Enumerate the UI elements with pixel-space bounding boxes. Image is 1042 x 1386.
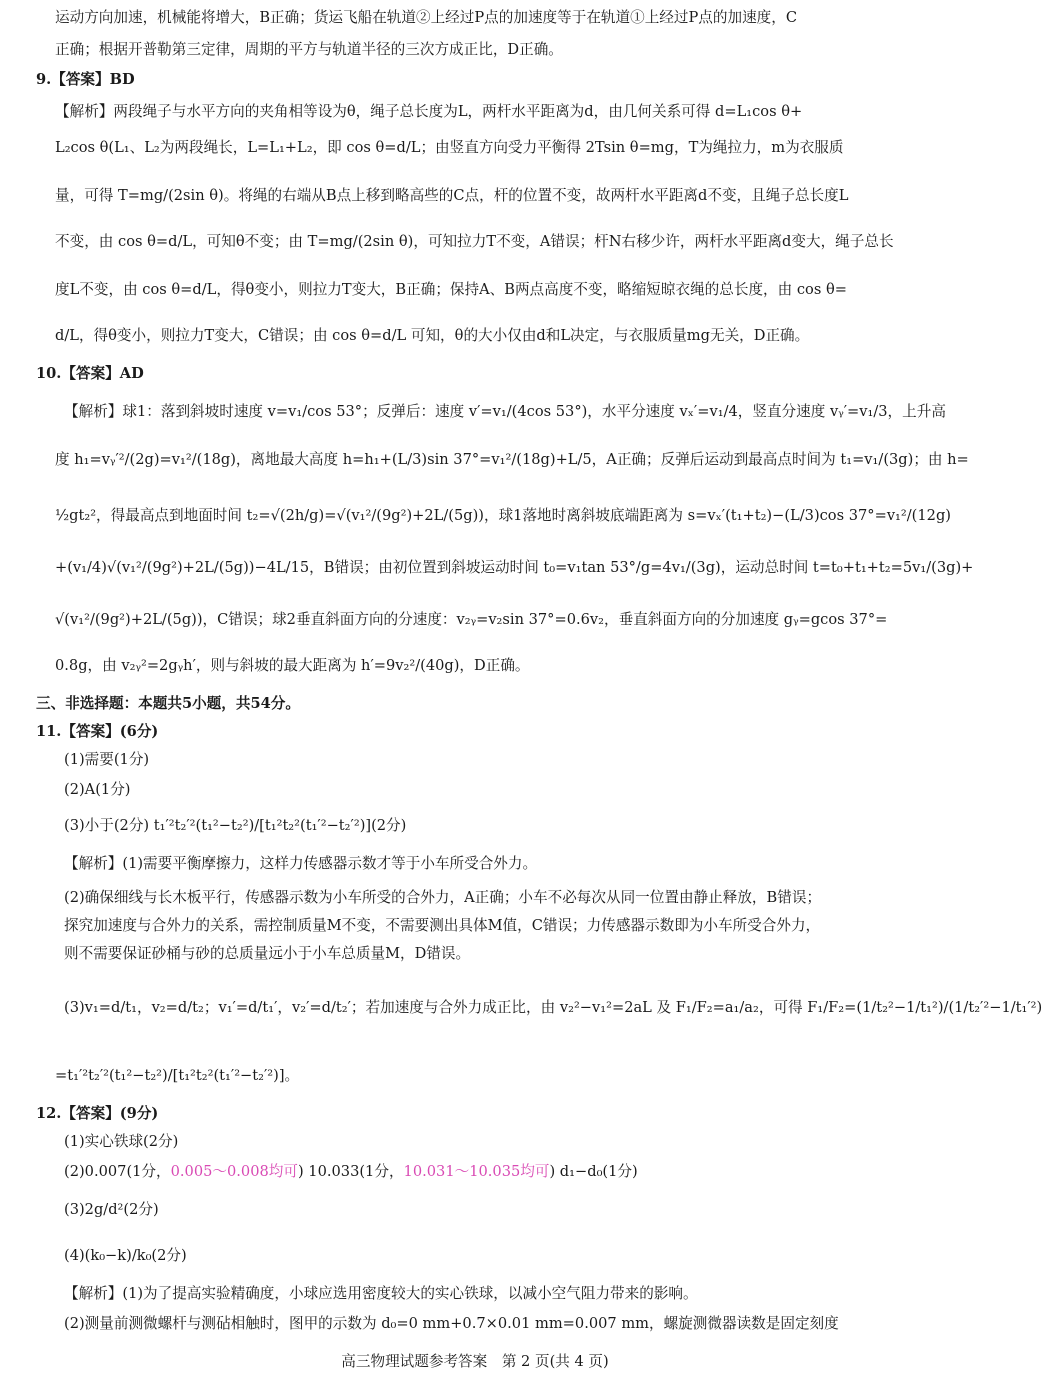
answer-heading-q10: 10.【答案】AD bbox=[36, 365, 144, 382]
text-segment: ) d₁−d₀(1分) bbox=[549, 1163, 638, 1180]
text-line: √(v₁²/(9g²)+2L/(5g))，C错误；球2垂直斜面方向的分速度：v₂ᵧ=v₂sin 37°=0.6v₂，垂直斜面方向的分加速度 gᵧ=gcos 37°= bbox=[55, 611, 888, 628]
text-line: (2)确保细线与长木板平行，传感器示数为小车所受的合外力，A正确；小车不必每次从同一位置由静止释放，B错误； bbox=[64, 889, 822, 906]
text-line: 探究加速度与合外力的关系，需控制质量M不变，不需要测出具体M值，C错误；力传感器示数即为小车所受合外力， bbox=[64, 917, 821, 934]
text-line: 运动方向加速，机械能将增大，B正确；货运飞船在轨道②上经过P点的加速度等于在轨道①上经过P点的加速度，C bbox=[55, 9, 798, 26]
text-line: (3)2g/d²(2分) bbox=[64, 1201, 159, 1218]
section-heading: 三、非选择题：本题共5小题，共54分。 bbox=[36, 695, 300, 712]
text-line: 不变，由 cos θ=d/L，可知θ不变；由 T=mg/(2sin θ)，可知拉力T不变，A错误；杆N右移少许，两杆水平距离d变大，绳子总长 bbox=[55, 233, 894, 250]
text-line: d/L，得θ变小，则拉力T变大，C错误；由 cos θ=d/L 可知，θ的大小仅由d和L决定，与衣服质量mg无关，D正确。 bbox=[55, 327, 810, 344]
answer-heading-q9: 9.【答案】BD bbox=[36, 71, 135, 88]
text-line: (1)实心铁球(2分) bbox=[64, 1133, 179, 1150]
text-line: 【解析】两段绳子与水平方向的夹角相等设为θ，绳子总长度为L，两杆水平距离为d，由几何关系可得 d=L₁cos θ+ bbox=[55, 103, 803, 120]
tolerance-range: 10.031～10.035均可 bbox=[403, 1163, 550, 1180]
text-line: 正确；根据开普勒第三定律，周期的平方与轨道半径的三次方成正比，D正确。 bbox=[55, 41, 563, 58]
answer-heading-q11: 11.【答案】(6分) bbox=[36, 723, 159, 740]
text-line: 度L不变，由 cos θ=d/L，得θ变小，则拉力T变大，B正确；保持A、B两点高度不变，略缩短晾衣绳的总长度，由 cos θ= bbox=[55, 281, 847, 298]
text-line: (4)(k₀−k)/k₀(2分) bbox=[64, 1247, 187, 1264]
text-line: (3)小于(2分) t₁′²t₂′²(t₁²−t₂²)/[t₁²t₂²(t₁′²−t₂′²)](2分) bbox=[64, 817, 407, 834]
text-line: 量，可得 T=mg/(2sin θ)。将绳的右端从B点上移到略高些的C点，杆的位置不变，故两杆水平距离d不变，且绳子总长度L bbox=[55, 187, 849, 204]
text-line: 【解析】(1)为了提高实验精确度，小球应选用密度较大的实心铁球，以减小空气阻力带来的影响。 bbox=[64, 1285, 698, 1302]
text-line: =t₁′²t₂′²(t₁²−t₂²)/[t₁²t₂²(t₁′²−t₂′²)]。 bbox=[55, 1067, 300, 1084]
text-line: 【解析】球1：落到斜坡时速度 v=v₁/cos 53°；反弹后：速度 v′=v₁/(4cos 53°)，水平分速度 vₓ′=v₁/4，竖直分速度 vᵧ′=v₁/3，上升高 bbox=[64, 403, 946, 420]
text-segment: (2)0.007(1分， bbox=[64, 1163, 171, 1180]
text-line: 【解析】(1)需要平衡摩擦力，这样力传感器示数才等于小车所受合外力。 bbox=[64, 855, 538, 872]
text-segment: ) 10.033(1分， bbox=[297, 1163, 404, 1180]
text-line: (3)v₁=d/t₁，v₂=d/t₂；v₁′=d/t₁′，v₂′=d/t₂′；若加速度与合外力成正比，由 v₂²−v₁²=2aL 及 F₁/F₂=a₁/a₂，可得 F₁/F₂=(1/t₂²−1/t₁²)/(1/t₂′²−1/t₁′²) bbox=[64, 999, 1042, 1016]
text-line: ½gt₂²，得最高点到地面时间 t₂=√(2h/g)=√(v₁²/(9g²)+2L/(5g))，球1落地时离斜坡底端距离为 s=vₓ′(t₁+t₂)−(L/3)cos 37°=v₁²/(12g) bbox=[55, 507, 951, 524]
text-line: (2)测量前测微螺杆与测砧相触时，图甲的示数为 d₀=0 mm+0.7×0.01 mm=0.007 mm，螺旋测微器读数是固定刻度 bbox=[64, 1315, 839, 1332]
page-footer: 高三物理试题参考答案 第 2 页(共 4 页) bbox=[341, 1353, 609, 1370]
text-line: (1)需要(1分) bbox=[64, 751, 150, 768]
text-line: +(v₁/4)√(v₁²/(9g²)+2L/(5g))−4L/15，B错误；由初位置到斜坡运动时间 t₀=v₁tan 53°/g=4v₁/(3g)，运动总时间 t=t₀+t₁+t₂=5v₁/(3g)+ bbox=[55, 559, 974, 576]
text-line-q12-2 bbox=[64, 1160, 914, 1184]
text-line: 则不需要保证砂桶与砂的总质量远小于小车总质量M，D错误。 bbox=[64, 945, 471, 962]
answer-heading-q12: 12.【答案】(9分) bbox=[36, 1105, 159, 1122]
text-line: (2)A(1分) bbox=[64, 781, 131, 798]
text-line: 0.8g，由 v₂ᵧ²=2gᵧh′，则与斜坡的最大距离为 h′=9v₂²/(40g)，D正确。 bbox=[55, 657, 530, 674]
text-line: L₂cos θ(L₁、L₂为两段绳长，L=L₁+L₂，即 cos θ=d/L；由竖直方向受力平衡得 2Tsin θ=mg，T为绳拉力，m为衣服质 bbox=[55, 139, 844, 156]
tolerance-range: 0.005～0.008均可 bbox=[170, 1163, 298, 1180]
text-line: 度 h₁=vᵧ′²/(2g)=v₁²/(18g)，离地最大高度 h=h₁+(L/3)sin 37°=v₁²/(18g)+L/5，A正确；反弹后运动到最高点时间为 t₁=v₁/(3g)；由 h= bbox=[55, 451, 969, 468]
